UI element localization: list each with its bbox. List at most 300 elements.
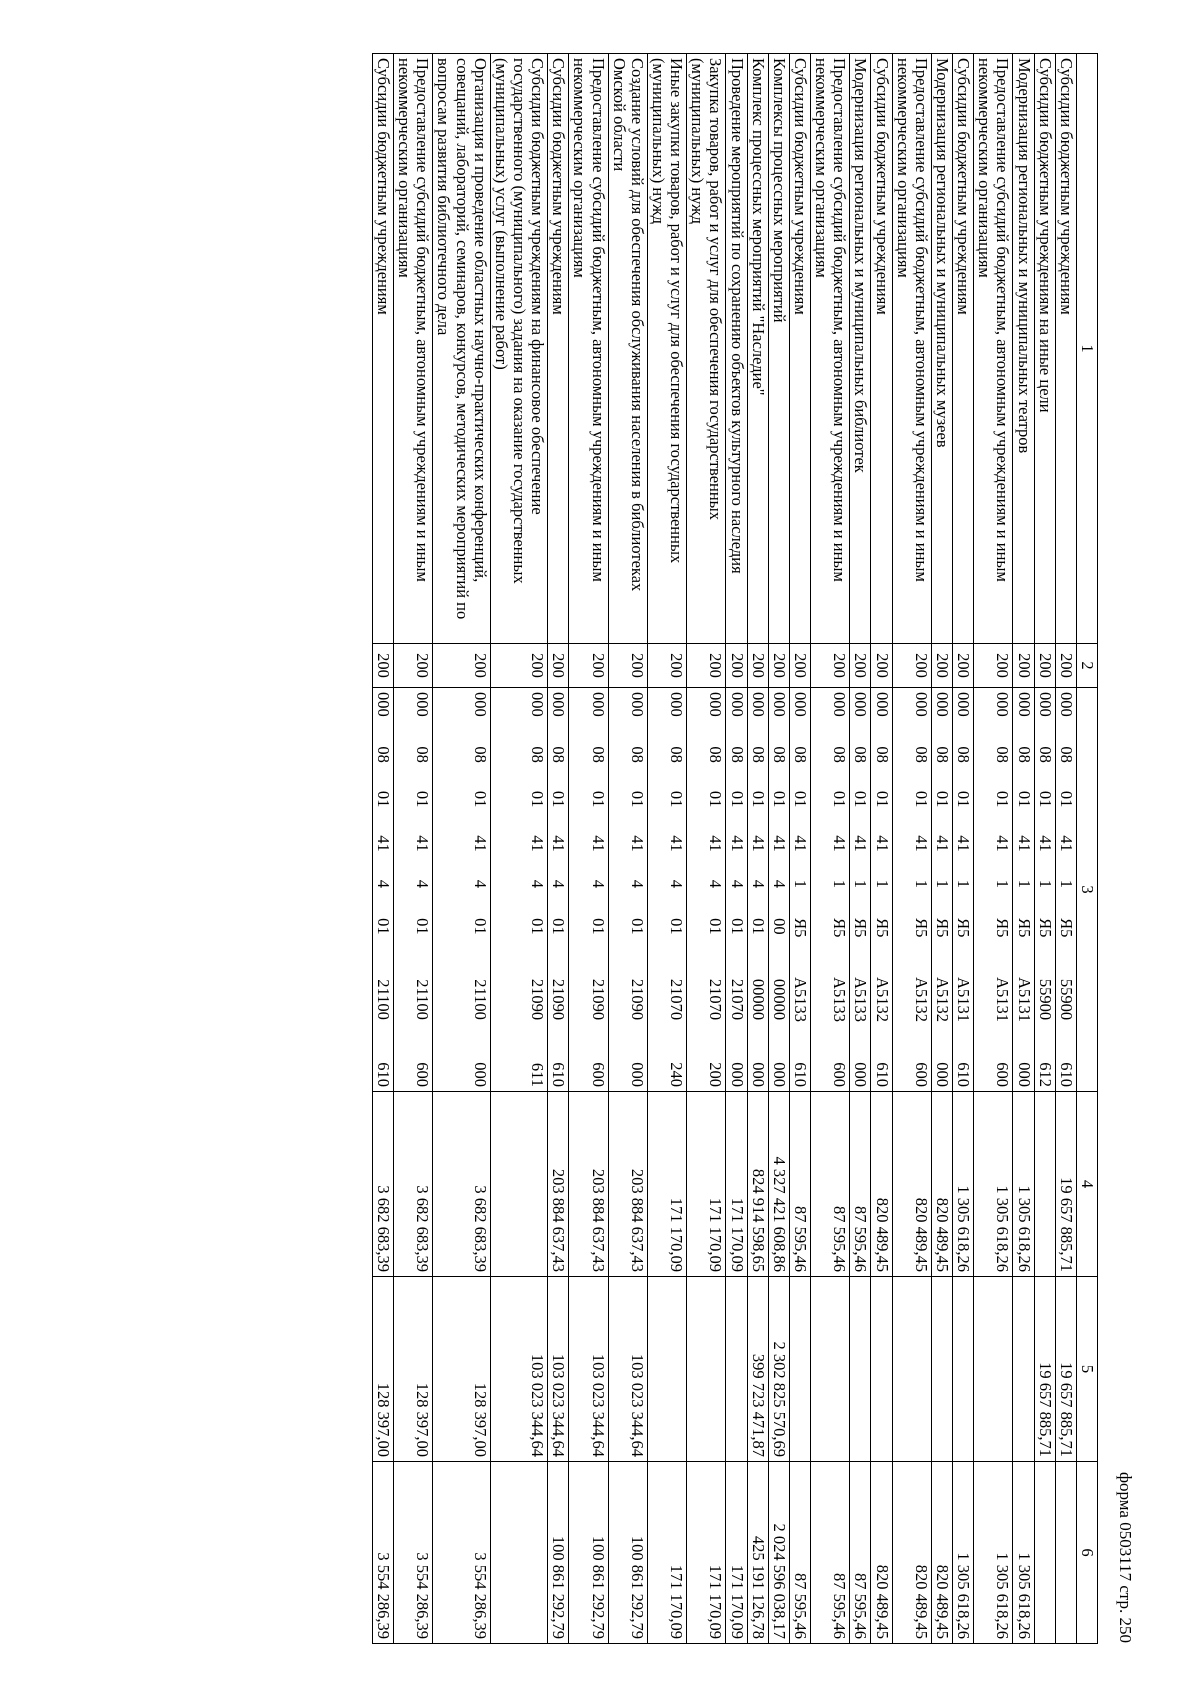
row-name: Предоставление субсидий бюджетным, автономным учреждениям и иным некоммерческим организациям (892, 54, 931, 644)
code-part: 000 (727, 1062, 747, 1087)
code-part: 41 (748, 835, 768, 852)
row-line-code: 200 (747, 644, 768, 688)
row-executed (931, 1277, 952, 1462)
row-line-code: 200 (548, 644, 569, 688)
code-part: Я5 (872, 918, 892, 938)
code-part: Я5 (1014, 918, 1034, 938)
row-name: Предоставление субсидий бюджетным, автономным учреждениям и иным некоммерческим организациям (811, 54, 850, 644)
code-part: 41 (588, 835, 608, 852)
code-part: 01 (413, 790, 433, 808)
code-part: Я5 (791, 918, 811, 938)
row-classification-code (687, 688, 726, 1092)
code-parts (872, 692, 890, 1087)
code-part: Я5 (911, 918, 931, 938)
row-approved: 1 305 618,26 (953, 1092, 974, 1277)
code-part: 21100 (470, 979, 490, 1020)
code-part: 610 (374, 1062, 394, 1087)
code-part: 41 (872, 835, 892, 852)
row-name: Модернизация региональных и муниципальных театров (1013, 54, 1034, 644)
row-executed: 128 397,00 (372, 1277, 393, 1462)
row-line-code: 200 (490, 644, 547, 688)
code-part: 21070 (706, 978, 726, 1021)
code-part: 01 (706, 790, 726, 808)
row-classification-code (372, 688, 393, 1092)
code-parts (588, 692, 606, 1087)
row-classification-code (850, 688, 871, 1092)
code-part: 41 (1035, 835, 1055, 852)
code-part: 01 (667, 918, 687, 935)
code-part: 000 (627, 1062, 647, 1087)
code-part: А5131 (1014, 977, 1034, 1022)
code-part: 000 (374, 692, 394, 717)
code-part: 08 (851, 746, 871, 763)
row-classification-code (747, 688, 768, 1092)
code-part: 08 (374, 746, 394, 763)
row-approved (490, 1092, 547, 1277)
code-part: 01 (588, 918, 608, 935)
row-approved: 171 170,09 (647, 1092, 686, 1277)
code-part: 01 (528, 918, 548, 935)
row-unexecuted: 171 170,09 (726, 1462, 747, 1644)
table-row (953, 54, 974, 1644)
row-unexecuted (1055, 1462, 1076, 1644)
row-unexecuted: 1 305 618,26 (974, 1462, 1013, 1644)
code-part: 01 (872, 790, 892, 808)
code-part: 01 (470, 918, 490, 935)
row-line-code: 200 (811, 644, 850, 688)
code-part: 1 (872, 879, 892, 888)
row-line-code: 200 (647, 644, 686, 688)
code-part: 1 (993, 879, 1013, 888)
row-line-code: 200 (789, 644, 810, 688)
row-classification-code (811, 688, 850, 1092)
code-part: 08 (830, 746, 850, 763)
code-part: 41 (470, 835, 490, 852)
row-approved (1034, 1092, 1055, 1277)
row-approved: 3 682 683,39 (433, 1092, 490, 1277)
code-part: 41 (374, 835, 394, 852)
code-part: 01 (993, 790, 1013, 808)
code-part: 41 (706, 835, 726, 852)
row-approved: 87 595,46 (811, 1092, 850, 1277)
code-part: 08 (549, 746, 569, 763)
row-line-code: 200 (372, 644, 393, 688)
row-executed: 128 397,00 (394, 1277, 433, 1462)
code-parts (1036, 692, 1054, 1087)
row-executed: 103 023 344,64 (608, 1277, 647, 1462)
code-part: 000 (528, 692, 548, 717)
code-parts (993, 692, 1011, 1087)
row-executed: 19 657 885,71 (1055, 1277, 1076, 1462)
row-executed (811, 1277, 850, 1462)
row-executed (871, 1277, 892, 1462)
row-name: Закупка товаров, работ и услуг для обеспечения государственных (муниципальных) нужд (687, 54, 726, 644)
row-unexecuted: 171 170,09 (687, 1462, 726, 1644)
row-classification-code (433, 688, 490, 1092)
code-part: Я5 (1056, 918, 1076, 938)
row-classification-code (789, 688, 810, 1092)
code-parts (851, 692, 869, 1087)
code-part: Я5 (830, 918, 850, 938)
code-part: 01 (470, 790, 490, 808)
row-line-code: 200 (931, 644, 952, 688)
code-part: 01 (769, 790, 789, 808)
row-line-code: 200 (433, 644, 490, 688)
row-approved: 3 682 683,39 (372, 1092, 393, 1277)
code-part: 41 (769, 835, 789, 852)
code-part: 01 (374, 918, 394, 935)
row-approved: 203 884 637,43 (548, 1092, 569, 1277)
code-part: 41 (830, 835, 850, 852)
code-part: 1 (954, 879, 974, 888)
code-parts (549, 692, 567, 1087)
code-part: Я5 (851, 918, 871, 938)
code-part: 21070 (667, 978, 687, 1021)
code-parts (933, 692, 951, 1087)
row-name: Организация и проведение областных научно-практических конференций, совещаний, лабораторий, семинаров, конкурсов, методических мероприятий по вопросам развития библиотечного дела (433, 54, 490, 644)
row-approved: 824 914 598,65 (747, 1092, 768, 1277)
row-name: Субсидии бюджетным учреждениям (953, 54, 974, 644)
code-part: 1 (1035, 879, 1055, 888)
code-part: 08 (993, 746, 1013, 763)
row-approved: 87 595,46 (850, 1092, 871, 1277)
code-parts (413, 692, 431, 1087)
row-classification-code (394, 688, 433, 1092)
row-line-code: 200 (953, 644, 974, 688)
code-part: 41 (528, 835, 548, 852)
row-executed (892, 1277, 931, 1462)
row-name: Предоставление субсидий бюджетным, автономным учреждениям и иным некоммерческим организациям (974, 54, 1013, 644)
row-classification-code (768, 688, 789, 1092)
code-part: 610 (549, 1062, 569, 1087)
code-part: 610 (1056, 1062, 1076, 1087)
row-name: Субсидии бюджетным учреждениям на иные цели (1034, 54, 1055, 644)
code-part: 000 (993, 692, 1013, 717)
code-part: Я5 (954, 918, 974, 938)
table-row (433, 54, 490, 1644)
code-parts (706, 692, 724, 1087)
code-part: 41 (954, 835, 974, 852)
code-part: 611 (528, 1062, 548, 1087)
row-approved: 4 327 421 608,86 (768, 1092, 789, 1277)
code-part: 000 (549, 692, 569, 717)
row-unexecuted: 820 489,45 (892, 1462, 931, 1644)
row-approved: 19 657 885,71 (1055, 1092, 1076, 1277)
code-part: Я5 (933, 918, 953, 938)
code-part: 21090 (627, 978, 647, 1021)
code-part: 01 (851, 790, 871, 808)
code-part: 01 (1035, 790, 1055, 808)
row-approved: 1 305 618,26 (1013, 1092, 1034, 1277)
row-classification-code (931, 688, 952, 1092)
row-line-code: 200 (974, 644, 1013, 688)
code-part: 41 (1014, 835, 1034, 852)
table-row (892, 54, 931, 1644)
code-part: 000 (413, 692, 433, 717)
code-parts (749, 692, 767, 1087)
row-approved: 3 682 683,39 (394, 1092, 433, 1277)
code-part: 000 (1014, 1062, 1034, 1087)
column-header: 2 (1076, 644, 1097, 688)
code-part: 000 (830, 692, 850, 717)
code-parts (770, 692, 788, 1087)
code-part: 4 (413, 879, 433, 888)
row-unexecuted: 100 861 292,79 (569, 1462, 608, 1644)
code-part: 01 (667, 790, 687, 808)
code-part: 01 (588, 790, 608, 808)
code-part: 000 (727, 692, 747, 717)
code-part: 1 (830, 879, 850, 888)
code-part: 00000 (769, 978, 789, 1021)
row-classification-code (490, 688, 547, 1092)
row-executed (850, 1277, 871, 1462)
table-row (687, 54, 726, 1644)
code-part: 08 (954, 746, 974, 763)
table-row (789, 54, 810, 1644)
code-part: А5132 (911, 977, 931, 1022)
table-row (372, 54, 393, 1644)
row-line-code: 200 (687, 644, 726, 688)
code-part: 21090 (588, 978, 608, 1021)
row-line-code: 200 (1055, 644, 1076, 688)
row-approved: 87 595,46 (789, 1092, 810, 1277)
code-part: 000 (872, 692, 892, 717)
code-part: 610 (954, 1062, 974, 1087)
code-part: 1 (851, 879, 871, 888)
row-unexecuted: 1 305 618,26 (1013, 1462, 1034, 1644)
row-classification-code (953, 688, 974, 1092)
code-part: 01 (627, 918, 647, 935)
code-part: 01 (791, 790, 811, 808)
code-part: 612 (1035, 1062, 1055, 1087)
code-part: Я5 (993, 918, 1013, 938)
row-classification-code (1034, 688, 1055, 1092)
code-part: 000 (791, 692, 811, 717)
row-unexecuted: 425 191 126,78 (747, 1462, 768, 1644)
code-part: 21090 (528, 978, 548, 1021)
budget-table (372, 53, 1098, 1644)
column-header: 1 (1076, 54, 1097, 644)
row-line-code: 200 (1013, 644, 1034, 688)
table-row (1013, 54, 1034, 1644)
code-part: 08 (470, 746, 490, 763)
table-row (811, 54, 850, 1644)
code-part: 000 (470, 692, 490, 717)
column-header: 3 (1076, 688, 1097, 1092)
table-row (747, 54, 768, 1644)
code-part: 41 (791, 835, 811, 852)
code-part: 01 (727, 918, 747, 935)
row-name: Субсидии бюджетным учреждениям (548, 54, 569, 644)
row-executed (974, 1277, 1013, 1462)
code-part: 000 (769, 1062, 789, 1087)
code-part: 4 (748, 879, 768, 888)
code-part: 01 (911, 790, 931, 808)
row-approved: 203 884 637,43 (608, 1092, 647, 1277)
row-unexecuted: 171 170,09 (647, 1462, 686, 1644)
table-row (1055, 54, 1076, 1644)
table-row (490, 54, 547, 1644)
code-part: 000 (748, 692, 768, 717)
code-part: 000 (851, 692, 871, 717)
code-parts (628, 692, 646, 1087)
table-row (726, 54, 747, 1644)
code-part: 01 (954, 790, 974, 808)
code-part: 000 (851, 1062, 871, 1087)
code-part: 01 (933, 790, 953, 808)
code-part: 01 (549, 790, 569, 808)
row-line-code: 200 (569, 644, 608, 688)
code-part: 01 (830, 790, 850, 808)
code-part: 08 (588, 746, 608, 763)
code-part: 000 (470, 1062, 490, 1087)
row-name: Предоставление субсидий бюджетным, автономным учреждениям и иным некоммерческим организациям (394, 54, 433, 644)
row-approved: 820 489,45 (892, 1092, 931, 1277)
code-part: 240 (667, 1062, 687, 1087)
row-approved: 203 884 637,43 (569, 1092, 608, 1277)
column-header: 4 (1076, 1092, 1097, 1277)
row-name: Субсидии бюджетным учреждениям (1055, 54, 1076, 644)
row-executed (726, 1277, 747, 1462)
code-part: 610 (791, 1062, 811, 1087)
row-line-code: 200 (850, 644, 871, 688)
row-executed: 103 023 344,64 (569, 1277, 608, 1462)
row-name: Создание условий для обеспечения обслуживания населения в библиотеках Омской области (608, 54, 647, 644)
code-part: 01 (748, 790, 768, 808)
code-part: 000 (911, 692, 931, 717)
row-unexecuted: 3 554 286,39 (372, 1462, 393, 1644)
code-part: 000 (1014, 692, 1034, 717)
row-unexecuted: 100 861 292,79 (608, 1462, 647, 1644)
code-part: 08 (1035, 746, 1055, 763)
code-part: 4 (769, 879, 789, 888)
row-unexecuted: 87 595,46 (850, 1462, 871, 1644)
code-part: 08 (706, 746, 726, 763)
code-part: 21100 (413, 979, 433, 1020)
code-parts (912, 692, 930, 1087)
header-row (1076, 54, 1097, 1644)
code-part: 08 (627, 746, 647, 763)
code-part: 55900 (1056, 978, 1076, 1021)
code-part: 600 (413, 1062, 433, 1087)
code-part: 000 (933, 1062, 953, 1087)
code-parts (1057, 692, 1075, 1087)
code-part: 08 (1056, 746, 1076, 763)
code-part: 08 (791, 746, 811, 763)
row-classification-code (892, 688, 931, 1092)
row-line-code: 200 (892, 644, 931, 688)
code-part: 4 (588, 879, 608, 888)
code-part: 600 (911, 1062, 931, 1087)
code-part: 01 (748, 918, 768, 935)
code-parts (667, 692, 685, 1087)
code-part: 55900 (1035, 978, 1055, 1021)
row-line-code: 200 (1034, 644, 1055, 688)
code-part: 08 (413, 746, 433, 763)
row-executed (647, 1277, 686, 1462)
code-part: 41 (667, 835, 687, 852)
row-unexecuted: 100 861 292,79 (548, 1462, 569, 1644)
code-part: 610 (872, 1062, 892, 1087)
row-classification-code (647, 688, 686, 1092)
code-part: 08 (727, 746, 747, 763)
code-part: 600 (830, 1062, 850, 1087)
code-part: 600 (993, 1062, 1013, 1087)
code-part: 4 (667, 879, 687, 888)
code-part: 4 (627, 879, 647, 888)
code-part: 1 (791, 879, 811, 888)
column-header: 5 (1076, 1277, 1097, 1462)
code-part: 1 (1014, 879, 1034, 888)
code-parts (830, 692, 848, 1087)
row-unexecuted: 3 554 286,39 (433, 1462, 490, 1644)
code-part: А5132 (933, 977, 953, 1022)
code-part: 4 (706, 879, 726, 888)
row-name: Проведение мероприятий по сохранению объектов культурного наследия (726, 54, 747, 644)
row-unexecuted: 820 489,45 (931, 1462, 952, 1644)
row-classification-code (871, 688, 892, 1092)
code-part: 41 (911, 835, 931, 852)
row-executed: 19 657 885,71 (1034, 1277, 1055, 1462)
code-part: 08 (1014, 746, 1034, 763)
code-parts (471, 692, 489, 1087)
row-line-code: 200 (768, 644, 789, 688)
code-part: 4 (549, 879, 569, 888)
row-approved: 171 170,09 (726, 1092, 747, 1277)
row-executed: 128 397,00 (433, 1277, 490, 1462)
code-part: 01 (627, 790, 647, 808)
code-part: 08 (748, 746, 768, 763)
row-unexecuted: 87 595,46 (789, 1462, 810, 1644)
code-part: 000 (627, 692, 647, 717)
row-unexecuted (1034, 1462, 1055, 1644)
code-part: 600 (588, 1062, 608, 1087)
code-part: 41 (549, 835, 569, 852)
column-header: 6 (1076, 1462, 1097, 1644)
row-name: Иные закупки товаров, работ и услуг для обеспечения государственных (муниципальных) нужд (647, 54, 686, 644)
row-unexecuted: 87 595,46 (811, 1462, 850, 1644)
code-part: 4 (528, 879, 548, 888)
code-part: 01 (727, 790, 747, 808)
table-row (1034, 54, 1055, 1644)
code-part: 41 (993, 835, 1013, 852)
code-part: 41 (933, 835, 953, 852)
row-name: Субсидии бюджетным учреждениям на финансовое обеспечение государственного (муниципального) задания на оказание государственных (муниципальных) услуг (выполнение работ) (490, 54, 547, 644)
row-executed: 103 023 344,64 (490, 1277, 547, 1462)
code-part: Я5 (1035, 918, 1055, 938)
row-executed (687, 1277, 726, 1462)
code-part: 000 (667, 692, 687, 717)
code-part: А5132 (872, 977, 892, 1022)
code-parts (1014, 692, 1032, 1087)
code-part: 41 (413, 835, 433, 852)
row-classification-code (569, 688, 608, 1092)
row-line-code: 200 (726, 644, 747, 688)
code-part: 21090 (549, 978, 569, 1021)
row-executed: 103 023 344,64 (548, 1277, 569, 1462)
code-part: 08 (667, 746, 687, 763)
code-part: 08 (769, 746, 789, 763)
row-name: Комплексы процессных мероприятий (768, 54, 789, 644)
form-code: форма 0503117 стр. 250 (1116, 1472, 1135, 1643)
code-part: 000 (588, 692, 608, 717)
code-part: 01 (706, 918, 726, 935)
code-part: 200 (706, 1062, 726, 1087)
row-unexecuted: 1 305 618,26 (953, 1462, 974, 1644)
table-row (569, 54, 608, 1644)
table-row (608, 54, 647, 1644)
code-part: 000 (954, 692, 974, 717)
